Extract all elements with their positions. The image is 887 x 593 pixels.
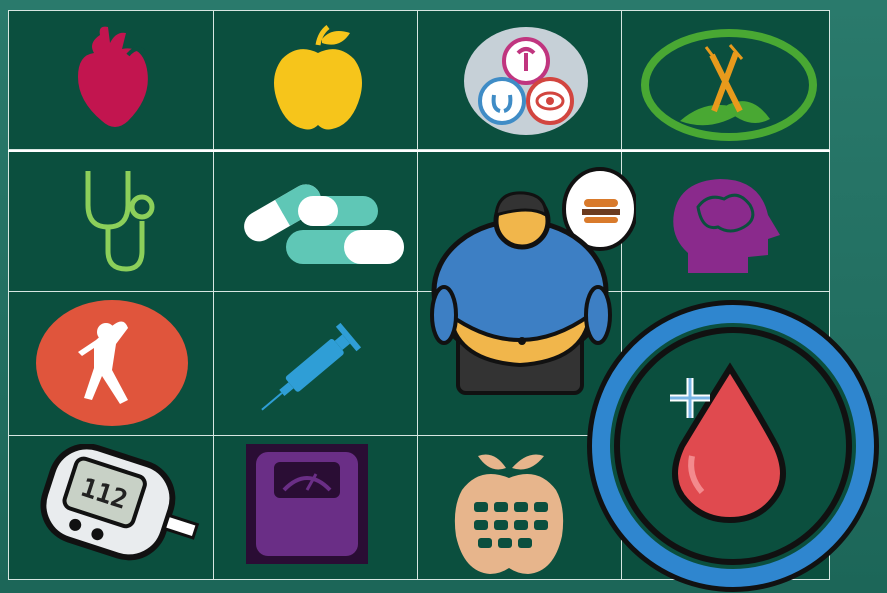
blood-drop-icon (580, 296, 886, 593)
exercise-icon (36, 300, 188, 426)
syringe-icon (254, 316, 372, 416)
food-calculator-icon (450, 446, 568, 578)
stethoscope-icon (78, 165, 158, 275)
heart-icon (70, 25, 160, 135)
pills-icon (232, 168, 408, 272)
grid-divider (8, 150, 830, 152)
brain-head-icon (668, 175, 786, 279)
glucometer-icon (36, 444, 204, 576)
nutrition-logo-icon (640, 25, 818, 143)
apple-icon (270, 25, 365, 135)
glucometer-reading: 112 (77, 472, 132, 516)
weight-scale-icon (246, 444, 368, 564)
organs-icon (462, 25, 590, 137)
